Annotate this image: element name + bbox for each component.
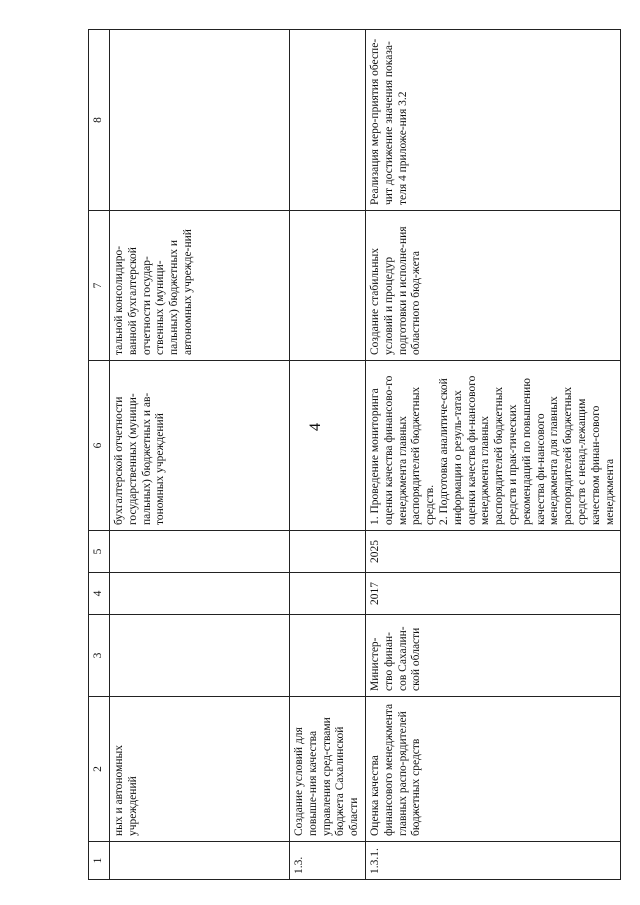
cell-end: 2025 bbox=[365, 531, 620, 573]
cell-executor bbox=[110, 615, 290, 697]
col-header-6: 6 bbox=[89, 361, 110, 531]
col-header-1: 1 bbox=[89, 842, 110, 880]
col-header-4: 4 bbox=[89, 573, 110, 615]
cell-result: Создание стабильных условий и процедур подготовки и исполне-ния областного бюд-жета bbox=[365, 211, 620, 361]
cell-num: 1.3.1. bbox=[365, 842, 620, 880]
cell-end bbox=[110, 531, 290, 573]
cell-start: 2017 bbox=[365, 573, 620, 615]
cell-content: бухгалтерской отчетности государственных (муници-пальных) бюджетных и ав-тономных учреждений bbox=[110, 361, 290, 531]
cell-end bbox=[290, 531, 366, 573]
col-header-5: 5 bbox=[89, 531, 110, 573]
page-number: 4 bbox=[307, 423, 324, 431]
cell-num bbox=[110, 842, 290, 880]
cell-start bbox=[110, 573, 290, 615]
cell-name: Создание условий для повыше-ния качества управления сред-ствами бюджета Сахалинской области bbox=[290, 697, 366, 842]
rotated-table-container bbox=[88, 30, 616, 880]
cell-start bbox=[290, 573, 366, 615]
col-header-8: 8 bbox=[89, 30, 110, 211]
cell-num: 1.3. bbox=[290, 842, 366, 880]
plan-table bbox=[88, 29, 621, 880]
col-header-3: 3 bbox=[89, 615, 110, 697]
table-row bbox=[110, 30, 290, 880]
table-row bbox=[365, 30, 620, 880]
cell-name: Оценка качества финансового менеджмента главных распо-рядителей бюджетных средств bbox=[365, 697, 620, 842]
cell-content bbox=[290, 361, 366, 531]
cell-result bbox=[290, 211, 366, 361]
cell-note bbox=[290, 30, 366, 211]
cell-name: ных и автономных учреждений bbox=[110, 697, 290, 842]
col-header-2: 2 bbox=[89, 697, 110, 842]
cell-result: тальной консолидиро-ванной бухгалтерской отчетности государ-ственных (муници-пальных) бюджетных и автономных учрежде-ний bbox=[110, 211, 290, 361]
cell-note bbox=[110, 30, 290, 211]
cell-executor: Министер-ство финан-сов Сахалин-ской области bbox=[365, 615, 620, 697]
cell-executor bbox=[290, 615, 366, 697]
cell-content: 1. Проведение мониторинга оценки качества финансово-го менеджмента главных распорядителей бюджетных средств. 2. Подготовка аналитиче-ской информации о резуль-татах оценки качества фи-нансового менеджмента главных распорядителей бюджетных средств и прак-тических рекомендаций по повышению качества фи-нансового менеджмента для главных распорядителей бюджетных средств с ненад-лежащим качеством финан-сового менеджмента bbox=[365, 361, 620, 531]
col-header-7: 7 bbox=[89, 211, 110, 361]
table-row bbox=[290, 30, 366, 880]
header-row bbox=[89, 30, 110, 880]
cell-note: Реализация меро-приятия обеспе-чит достижение значения показа-теля 4 приложе-ния 3.2 bbox=[365, 30, 620, 211]
